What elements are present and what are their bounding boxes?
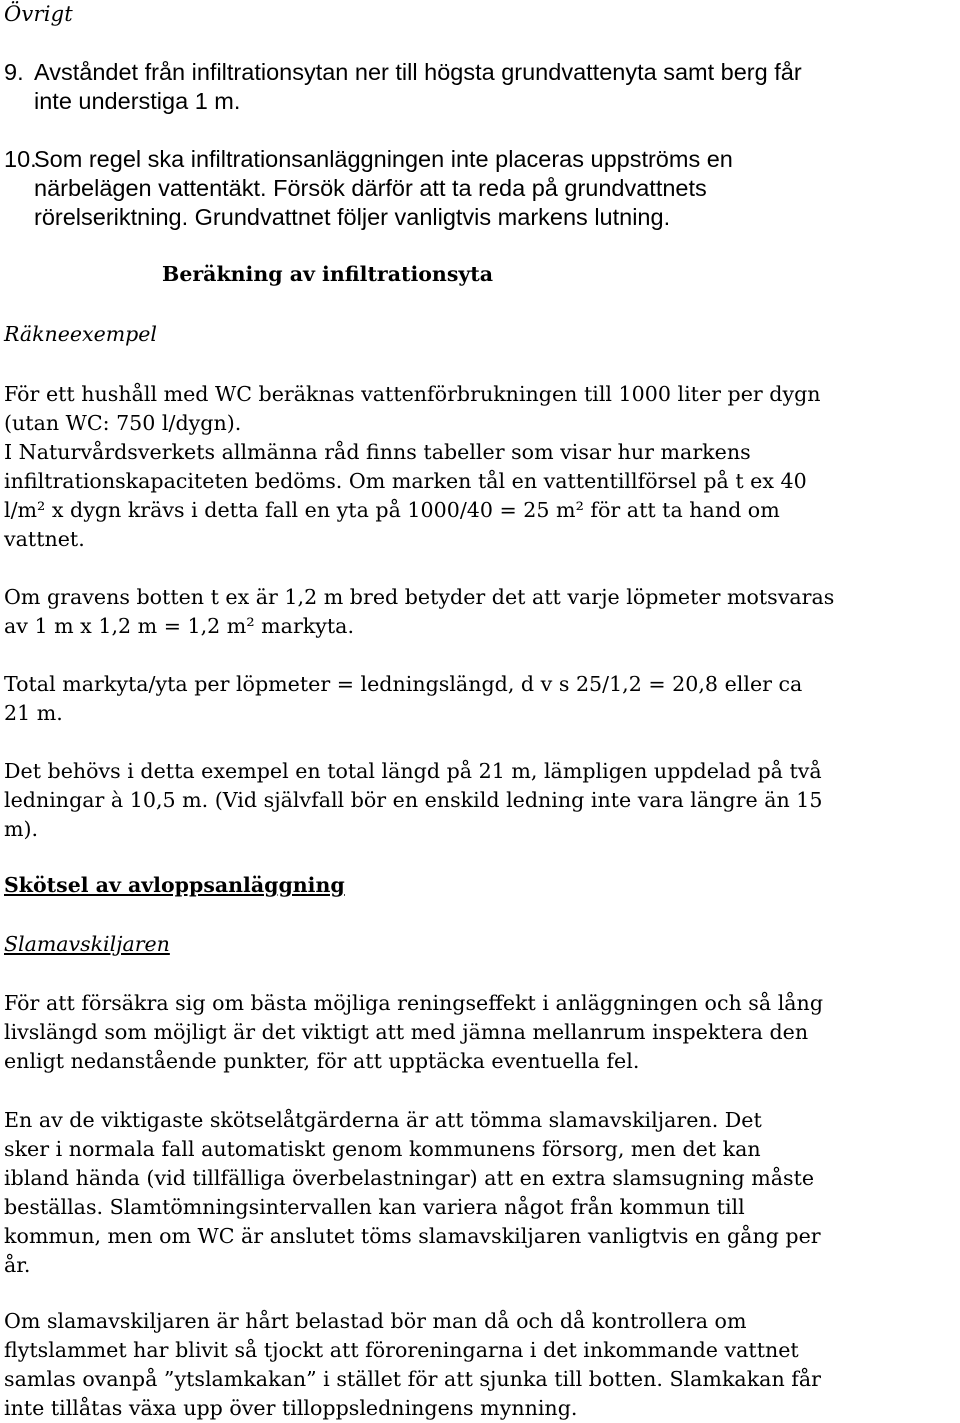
list-item-10: [4, 145, 733, 232]
list-item-line: Avståndet från infiltrationsytan ner till högsta grundvattenyta samt berg får: [34, 59, 802, 85]
paragraph-line: En av de viktigaste skötselåtgärderna är att tömma slamavskiljaren. Det: [4, 1108, 762, 1132]
maintenance-paragraph-2: [4, 1106, 821, 1280]
calc-heading: Beräkning av infiltrationsyta: [162, 262, 494, 286]
maintenance-paragraph-3: [4, 1307, 821, 1423]
list-item-line: Som regel ska infiltrationsanläggningen inte placeras uppströms en: [34, 146, 733, 172]
calc-paragraph-2: [4, 583, 834, 641]
paragraph-line: För att försäkra sig om bästa möjliga reningseffekt i anläggningen och så lång: [4, 991, 824, 1015]
maintenance-heading: Skötsel av avloppsanläggning: [4, 873, 345, 897]
calc-example-label: Räkneexempel: [4, 322, 157, 346]
paragraph-line: av 1 m x 1,2 m = 1,2 m² markyta.: [4, 614, 355, 638]
list-item-number: 10.: [4, 146, 37, 172]
calc-paragraph-4: [4, 757, 822, 844]
list-item-line: närbelägen vattentäkt. Försök därför att ta reda på grundvattnets: [34, 175, 707, 201]
paragraph-line: inte tillåtas växa upp över tilloppsledningens mynning.: [4, 1396, 578, 1420]
paragraph-line: 21 m.: [4, 701, 63, 725]
paragraph-line: flytslammet har blivit så tjockt att föroreningarna i det inkommande vattnet: [4, 1338, 799, 1362]
paragraph-line: För ett hushåll med WC beräknas vattenförbrukningen till 1000 liter per dygn: [4, 382, 821, 406]
paragraph-line: ledningar à 10,5 m. (Vid självfall bör en enskild ledning inte vara längre än 15: [4, 788, 823, 812]
paragraph-line: vattnet.: [4, 527, 85, 551]
list-item-9: [4, 58, 802, 116]
paragraph-line: Total markyta/yta per löpmeter = ledningslängd, d v s 25/1,2 = 20,8 eller ca: [4, 672, 803, 696]
paragraph-line: m).: [4, 817, 39, 841]
maintenance-subheading: Slamavskiljaren: [4, 932, 170, 956]
paragraph-line: Det behövs i detta exempel en total längd på 21 m, lämpligen uppdelad på två: [4, 759, 822, 783]
section-heading-ovrigt: Övrigt: [4, 2, 73, 26]
paragraph-line: l/m² x dygn krävs i detta fall en yta på 1000/40 = 25 m² för att ta hand om: [4, 498, 780, 522]
paragraph-line: livslängd som möjligt är det viktigt att med jämna mellanrum inspektera den: [4, 1020, 809, 1044]
calc-paragraph-3: [4, 670, 802, 728]
paragraph-line: år.: [4, 1253, 31, 1277]
calc-paragraph-1: [4, 380, 821, 554]
paragraph-line: Om gravens botten t ex är 1,2 m bred betyder det att varje löpmeter motsvaras: [4, 585, 835, 609]
maintenance-paragraph-1: [4, 989, 823, 1076]
list-item-line: rörelseriktning. Grundvattnet följer vanligtvis markens lutning.: [34, 204, 671, 230]
paragraph-line: samlas ovanpå ”ytslamkakan” i stället för att sjunka till botten. Slamkakan får: [4, 1367, 822, 1391]
paragraph-line: kommun, men om WC är anslutet töms slamavskiljaren vanligtvis en gång per: [4, 1224, 821, 1248]
paragraph-line: ibland hända (vid tillfälliga överbelastningar) att en extra slamsugning måste: [4, 1166, 815, 1190]
paragraph-line: infiltrationskapaciteten bedöms. Om marken tål en vattentillförsel på t ex 40: [4, 469, 807, 493]
list-item-line: inte understiga 1 m.: [34, 88, 241, 114]
paragraph-line: Om slamavskiljaren är hårt belastad bör man då och då kontrollera om: [4, 1309, 747, 1333]
paragraph-line: enligt nedanstående punkter, för att upptäcka eventuella fel.: [4, 1049, 640, 1073]
list-item-number: 9.: [4, 59, 24, 85]
paragraph-line: sker i normala fall automatiskt genom kommunens försorg, men det kan: [4, 1137, 761, 1161]
paragraph-line: (utan WC: 750 l/dygn).: [4, 411, 242, 435]
paragraph-line: I Naturvårdsverkets allmänna råd finns tabeller som visar hur markens: [4, 440, 751, 464]
paragraph-line: beställas. Slamtömningsintervallen kan variera något från kommun till: [4, 1195, 745, 1219]
